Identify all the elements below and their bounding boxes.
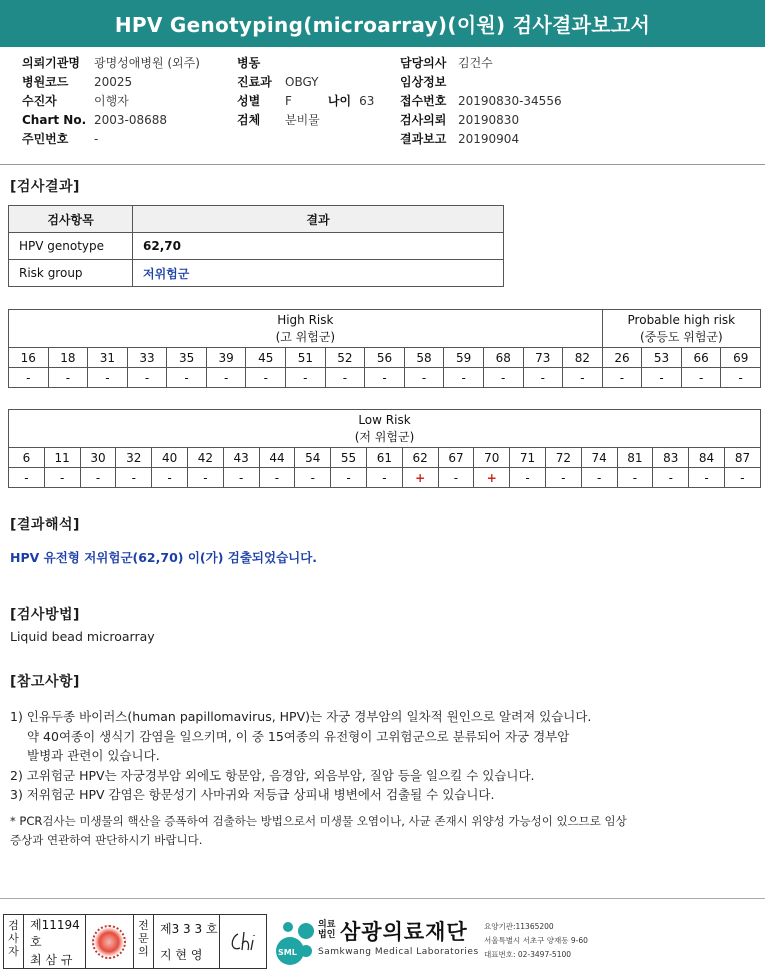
dept-label: 진료과	[237, 75, 272, 89]
section-result-heading: [검사결과]	[10, 179, 80, 195]
genotype-cell: 45	[246, 348, 286, 368]
info-label: 접수번호	[400, 94, 447, 108]
result-table	[8, 205, 504, 287]
interpretation-text: HPV 유전형 저위험군(62,70) 이(가) 검출되었습니다.	[10, 550, 318, 565]
org-logo	[270, 915, 500, 967]
genotype-cell: 61	[366, 448, 402, 468]
signature-icon	[226, 928, 260, 956]
genotype-cell: 70	[474, 448, 510, 468]
genotype-cell: 42	[187, 448, 223, 468]
genotype-result-cell: -	[689, 468, 725, 488]
genotype-cell: 62	[402, 448, 438, 468]
info-label: Chart No.	[22, 113, 87, 127]
info-value: 2003-08688	[94, 113, 168, 127]
genotype-result-cell: -	[510, 468, 546, 488]
info-label: 수진자	[22, 94, 57, 108]
age-label: 나이	[327, 94, 352, 108]
logo-small-line: 법인	[318, 930, 336, 940]
genotype-cell: 81	[617, 448, 653, 468]
info-value: -	[94, 132, 99, 146]
info-label: 담당의사	[400, 56, 447, 70]
genotype-result-cell: -	[721, 368, 761, 388]
result-item: HPV genotype	[9, 233, 133, 260]
col-result-header: 결과	[133, 206, 504, 233]
specimen-label: 검체	[237, 113, 261, 127]
genotype-result-cell: -	[286, 368, 326, 388]
org-phone: 대표번호: 02-3497-5100	[484, 950, 572, 959]
specialist-label: 전문의	[134, 915, 154, 968]
genotype-cell: 53	[642, 348, 682, 368]
genotype-cell: 66	[681, 348, 721, 368]
genotype-cell: 87	[724, 448, 760, 468]
tester-license: 제11194호	[30, 917, 80, 949]
genotype-cell: 52	[325, 348, 365, 368]
genotype-result-cell: -	[187, 468, 223, 488]
tester-seal-cell	[86, 915, 134, 968]
info-label: 주민번호	[22, 132, 69, 146]
low-risk-title: Low Risk	[358, 413, 411, 427]
genotype-cell: 30	[80, 448, 116, 468]
age-value: 63	[359, 94, 375, 108]
genotype-result-cell: -	[9, 368, 49, 388]
sex-label: 성별	[237, 94, 261, 108]
org-address: 서울특별시 서초구 양재동 9-60	[484, 936, 588, 945]
genotype-result-cell: -	[563, 368, 603, 388]
high-risk-title: High Risk	[277, 313, 334, 327]
note-item-cont: 약 40여종이 생식기 감염을 일으키며, 이 중 15여종의 유전형이 고위험군으로 분류되어 자궁 경부암	[27, 728, 570, 744]
genotype-result-cell: -	[438, 468, 474, 488]
genotype-result-cell: -	[295, 468, 331, 488]
info-label: 의뢰기관명	[22, 56, 80, 70]
genotype-cell: 40	[152, 448, 188, 468]
info-value: 20025	[94, 75, 133, 89]
logo-small-line: 의료	[318, 920, 336, 930]
genotype-result-cell: -	[167, 368, 207, 388]
genotype-cell: 72	[545, 448, 581, 468]
result-value: 62,70	[133, 233, 504, 260]
genotype-result-cell: -	[581, 468, 617, 488]
tester-label: 검사자	[4, 915, 24, 968]
signature-box	[3, 914, 267, 969]
genotype-result-cell: -	[127, 368, 167, 388]
genotype-result-cell: -	[80, 468, 116, 488]
seal-icon	[92, 925, 126, 959]
genotype-result-cell: -	[642, 368, 682, 388]
report-title: HPV Genotyping(microarray)(이원) 검사결과보고서	[0, 0, 765, 47]
info-value: 이행자	[94, 94, 129, 108]
specialist-name: 지 현 영	[160, 948, 203, 963]
info-value: 김건수	[458, 56, 493, 70]
footnote-line: 증상과 연관하여 판단하시기 바랍니다.	[10, 833, 203, 847]
result-item: Risk group	[9, 260, 133, 287]
genotype-cell: 35	[167, 348, 207, 368]
high-risk-title-kr: (고 위험군)	[275, 330, 336, 344]
genotype-cell: 68	[483, 348, 523, 368]
specialist-info	[154, 915, 220, 968]
genotype-result-cell: -	[404, 368, 444, 388]
section-interpretation-heading: [결과해석]	[10, 517, 80, 533]
org-name: 삼광의료재단	[340, 920, 468, 944]
footer-divider	[0, 898, 765, 899]
genotype-result-cell: -	[259, 468, 295, 488]
specialist-sign-cell	[220, 915, 266, 968]
genotype-cell: 59	[444, 348, 484, 368]
genotype-cell: 73	[523, 348, 563, 368]
genotype-result-cell: -	[48, 368, 88, 388]
genotype-cell: 11	[44, 448, 80, 468]
genotype-cell: 58	[404, 348, 444, 368]
genotype-cell: 51	[286, 348, 326, 368]
info-value: 20190830-34556	[458, 94, 562, 108]
section-notes-heading: [참고사항]	[10, 674, 80, 690]
note-item-cont: 발병과 관련이 있습니다.	[27, 748, 160, 763]
result-value: 저위험군	[133, 260, 504, 287]
genotype-cell: 67	[438, 448, 474, 468]
table-row	[9, 233, 504, 260]
genotype-result-cell: -	[602, 368, 642, 388]
genotype-cell: 16	[9, 348, 49, 368]
specialist-license: 제3 3 3 호	[160, 921, 218, 936]
genotype-cell: 54	[295, 448, 331, 468]
genotype-cell: 6	[9, 448, 45, 468]
genotype-cell: 26	[602, 348, 642, 368]
patient-info-right	[400, 54, 562, 149]
genotype-result-cell: -	[223, 468, 259, 488]
low-risk-title-kr: (저 위험군)	[354, 430, 415, 444]
col-item-header: 검사항목	[9, 206, 133, 233]
genotype-result-cell: -	[523, 368, 563, 388]
genotype-cell: 18	[48, 348, 88, 368]
note-item: 2) 고위험군 HPV는 자궁경부암 외에도 항문암, 음경암, 외음부암, 질암 등을 일으킬 수 있습니다.	[10, 767, 535, 783]
table-row	[9, 260, 504, 287]
genotype-result-cell: +	[474, 468, 510, 488]
genotype-result-cell: +	[402, 468, 438, 488]
info-value: 20190830	[458, 113, 520, 127]
logo-abbr: SML	[278, 948, 297, 957]
low-risk-header	[9, 410, 761, 448]
genotype-cell: 44	[259, 448, 295, 468]
org-name-en: Samkwang Medical Laboratories	[318, 947, 479, 957]
genotype-cell: 71	[510, 448, 546, 468]
genotype-cell: 84	[689, 448, 725, 468]
info-label: 검사의뢰	[400, 113, 447, 127]
ward-label: 병동	[237, 56, 261, 70]
low-risk-table	[8, 409, 761, 488]
footnote-line: * PCR검사는 미생물의 핵산을 증폭하여 검출하는 방법으로서 미생물 오염이나, 사균 존재시 위양성 가능성이 있으므로 임상	[10, 814, 627, 828]
note-item: 3) 저위험군 HPV 감염은 항문성기 사마귀와 저등급 상피내 병변에서 검출될 수 있습니다.	[10, 787, 495, 802]
patient-info-middle	[237, 54, 374, 130]
genotype-result-cell: -	[9, 468, 45, 488]
dept-value: OBGY	[285, 75, 319, 89]
genotype-cell: 31	[88, 348, 128, 368]
genotype-result-cell: -	[365, 368, 405, 388]
info-label: 병원코드	[22, 75, 69, 89]
genotype-result-cell: -	[152, 468, 188, 488]
genotype-result-cell: -	[366, 468, 402, 488]
org-contact	[484, 920, 588, 962]
genotype-cell: 83	[653, 448, 689, 468]
sex-value: F	[285, 94, 292, 108]
genotype-result-cell: -	[116, 468, 152, 488]
genotype-cell: 33	[127, 348, 167, 368]
footnote	[10, 812, 760, 850]
genotype-result-cell: -	[44, 468, 80, 488]
high-risk-table	[8, 309, 761, 388]
genotype-result-cell: -	[444, 368, 484, 388]
info-label: 결과보고	[400, 132, 447, 146]
tester-info	[24, 915, 86, 968]
probable-risk-title-kr: (중등도 위험군)	[639, 330, 723, 344]
info-label: 임상정보	[400, 75, 447, 89]
high-risk-header	[9, 310, 603, 348]
probable-risk-header	[602, 310, 760, 348]
genotype-result-cell: -	[545, 468, 581, 488]
genotype-cell: 32	[116, 448, 152, 468]
section-method-heading: [검사방법]	[10, 607, 80, 623]
tester-name: 최 삼 규	[30, 952, 73, 967]
logo-small-text	[318, 920, 335, 940]
info-value: 20190904	[458, 132, 520, 146]
specimen-value: 분비물	[285, 113, 320, 127]
genotype-result-cell: -	[206, 368, 246, 388]
org-code: 요양기관:11365200	[484, 922, 554, 931]
note-item: 1) 인유두종 바이러스(human papillomavirus, HPV)는 자궁 경부암의 일차적 원인으로 알려져 있습니다.	[10, 709, 592, 724]
notes-list	[10, 707, 760, 805]
genotype-cell: 56	[365, 348, 405, 368]
info-value: 광명성애병원 (외주)	[94, 56, 200, 70]
sml-logo-icon	[270, 915, 316, 967]
header-divider	[0, 164, 765, 165]
genotype-result-cell: -	[653, 468, 689, 488]
genotype-result-cell: -	[88, 368, 128, 388]
genotype-result-cell: -	[325, 368, 365, 388]
genotype-result-cell: -	[617, 468, 653, 488]
genotype-cell: 55	[331, 448, 367, 468]
genotype-result-cell: -	[724, 468, 760, 488]
genotype-result-cell: -	[331, 468, 367, 488]
genotype-cell: 39	[206, 348, 246, 368]
genotype-result-cell: -	[246, 368, 286, 388]
genotype-cell: 69	[721, 348, 761, 368]
genotype-cell: 82	[563, 348, 603, 368]
method-text: Liquid bead microarray	[10, 629, 155, 644]
genotype-cell: 74	[581, 448, 617, 468]
genotype-result-cell: -	[483, 368, 523, 388]
patient-info-left	[22, 54, 200, 149]
probable-risk-title: Probable high risk	[627, 313, 736, 327]
genotype-result-cell: -	[681, 368, 721, 388]
genotype-cell: 43	[223, 448, 259, 468]
